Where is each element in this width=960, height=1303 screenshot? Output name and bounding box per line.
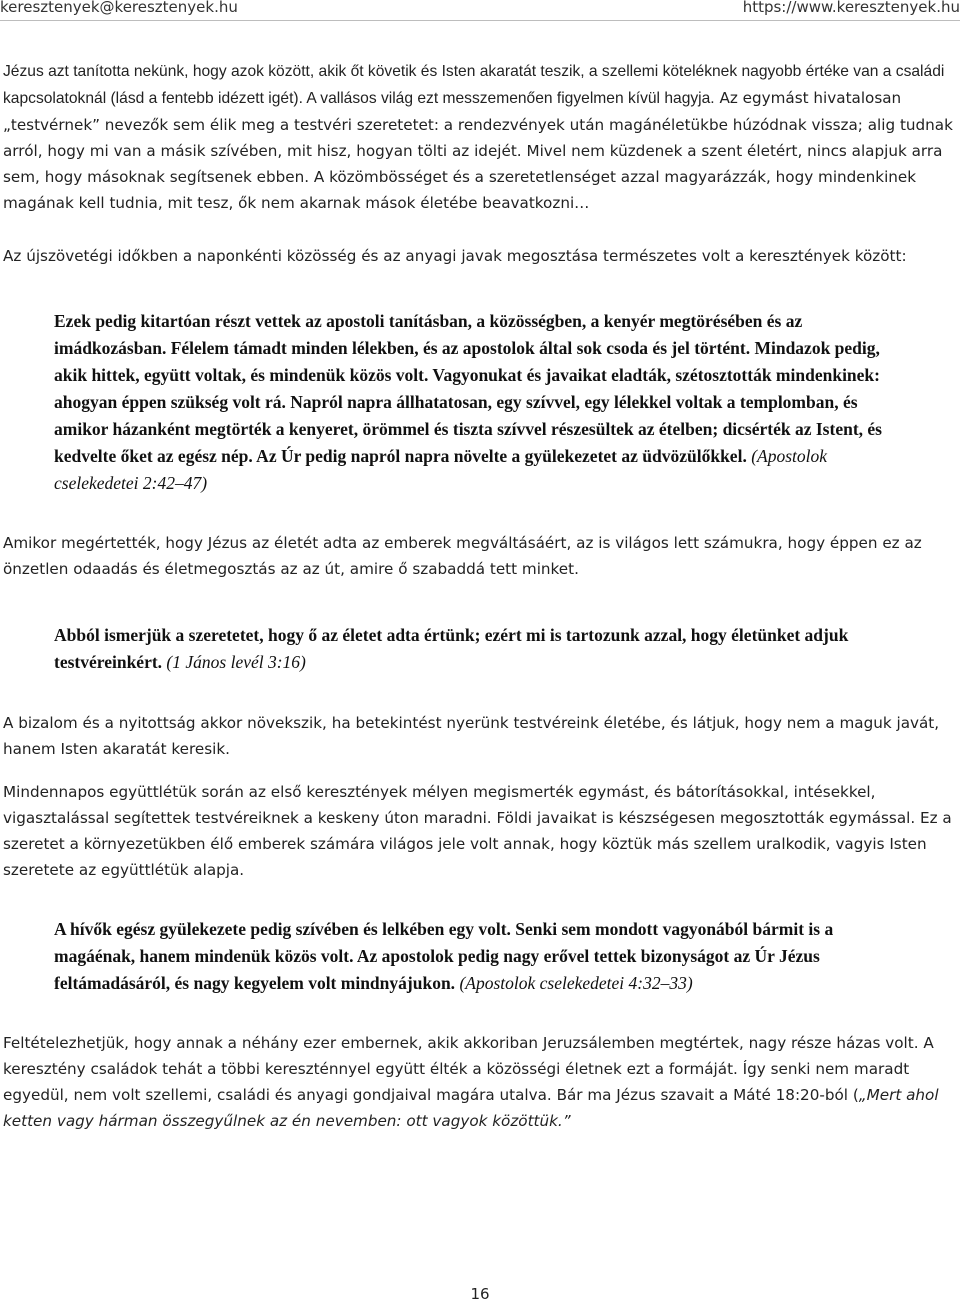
quote-1-john	[54, 622, 894, 676]
page-header	[0, 0, 960, 22]
inline-quote: „Mert ahol ketten vagy hárman összegyűlnek az én nevemben: ott vagyok közöttük.”	[3, 1086, 939, 1130]
document-body	[3, 58, 956, 1134]
quote-reference: (Apostolok cselekedetei 4:32–33)	[455, 973, 693, 993]
page-number: 16	[470, 1285, 490, 1303]
paragraph-families	[3, 1030, 956, 1134]
paragraph-text: Jézus azt tanította nekünk, hogy azok között, akik őt követik és Isten akaratát teszik, a szellemi köteléknek nagyobb értéke van a családi kapcsolatoknál (lásd a fentebb idézett igét). A vallásos világ ezt messzemenően figyelmen kívül hagyja.	[3, 63, 945, 107]
header-divider	[0, 20, 960, 21]
paragraph-text: Feltételezhetjük, hogy annak a néhány ezer embernek, akik akkoriban Jeruzsálemben megtértek, nagy része házas volt. A keresztény családok tehát a többi kereszténnyel együtt élték a közösségi életnek ezt a formáját. Így senki nem maradt egyedül, nem volt szellemi, családi és anyagi gondjaival magára utalva. Bár ma Jézus szavait a Máté 18:20-ból (	[3, 1034, 934, 1104]
quote-text: A hívők egész gyülekezete pedig szívében és lelkében egy volt. Senki sem mondott vagyonából bármit is a magáénak, hanem mindenük közös volt. Az apostolok pedig nagy erővel tettek bizonyságot az Úr Jézus feltámadásáról, és nagy kegyelem volt mindnyájukon.	[54, 919, 834, 993]
header-email-link[interactable]: keresztenyek@keresztenyek.hu	[0, 0, 238, 16]
paragraph-new-testament: Az újszövetégi időkben a naponkénti közösség és az anyagi javak megosztása természetes volt a keresztények között:	[3, 247, 907, 265]
quote-acts-4	[54, 916, 894, 997]
paragraph-selfless-devotion: Amikor megértették, hogy Jézus az életét adta az emberek megváltásáért, az is világos lett számukra, hogy éppen ez az önzetlen odaadás és életmegosztás az az út, amire ő szabaddá tett minket.	[3, 534, 922, 578]
paragraph-spiritual-bond	[3, 58, 956, 216]
quote-reference: (Apostolok cselekedetei 2:42–47)	[54, 446, 828, 493]
quote-acts-2	[54, 308, 894, 497]
quote-reference: (1 János levél 3:16)	[162, 652, 306, 672]
quote-text: Abból ismerjük a szeretetet, hogy ő az életet adta értünk; ezért mi is tartozunk azzal, hogy életünket adjuk testvéreinkért.	[54, 625, 849, 672]
paragraph-daily-fellowship: Mindennapos együttlétük során az első keresztények mélyen megismerték egymást, és bátorításokkal, intésekkel, vigasztalással segítettek testvéreiknek a keskeny úton maradni. Földi javaikat is készségesen megosztották egymással. Ez a szeretet a környezetükben élő emberek számára világos jele volt annak, hogy köztük más szellem uralkodik, vagyis Isten szeretete az együttlétük alapja.	[3, 783, 952, 879]
paragraph-text: Mivel nem küzdenek a szent életért, nincs alapjuk arra sem, hogy másoknak segítsenek ebben. A közömbösséget és a szeretetlenséget azzal magyarázzák, hogy mindenkinek magának kell tudnia, mit tesz, ők nem akarnak mások életébe beavatkozni…	[3, 142, 943, 212]
paragraph-trust: A bizalom és a nyitottság akkor növekszik, ha betekintést nyerünk testvéreink életébe, és látjuk, hogy nem a maguk javát, hanem Isten akaratát keresik.	[3, 714, 940, 758]
header-url-link[interactable]: https://www.keresztenyek.hu	[742, 0, 960, 16]
paragraph-text: Az egymást hivatalosan „testvérnek” nevezők sem élik meg a testvéri szeretetet: a rendezvények után magánéletükbe húzódnak vissza; alig tudnak arról, hogy mi van a másik szívében, mit hisz, hogyan tölti az idejét.	[3, 89, 953, 160]
quote-text: Ezek pedig kitartóan részt vettek az apostoli tanításban, a közösségben, a kenyér megtörésében és az imádkozásban. Félelem támadt minden lélekben, és az apostolok által sok csoda és jel történt. Mindazok pedig, akik hittek, együtt voltak, és mindenük közös volt. Vagyonukat és javaikat eladták, szétosztották mindenkinek: ahogyan éppen szükség volt rá. Napról napra állhatatosan, egy szívvel, egy lélekkel voltak a templomban, és amikor házanként megtörték a kenyeret, örömmel és tiszta szívvel részesültek az ételben; dicsérték az Istent, és kedvelte őket az egész nép. Az Úr pedig napról napra növelte a gyülekezetet az üdvözülőkkel.	[54, 311, 882, 466]
